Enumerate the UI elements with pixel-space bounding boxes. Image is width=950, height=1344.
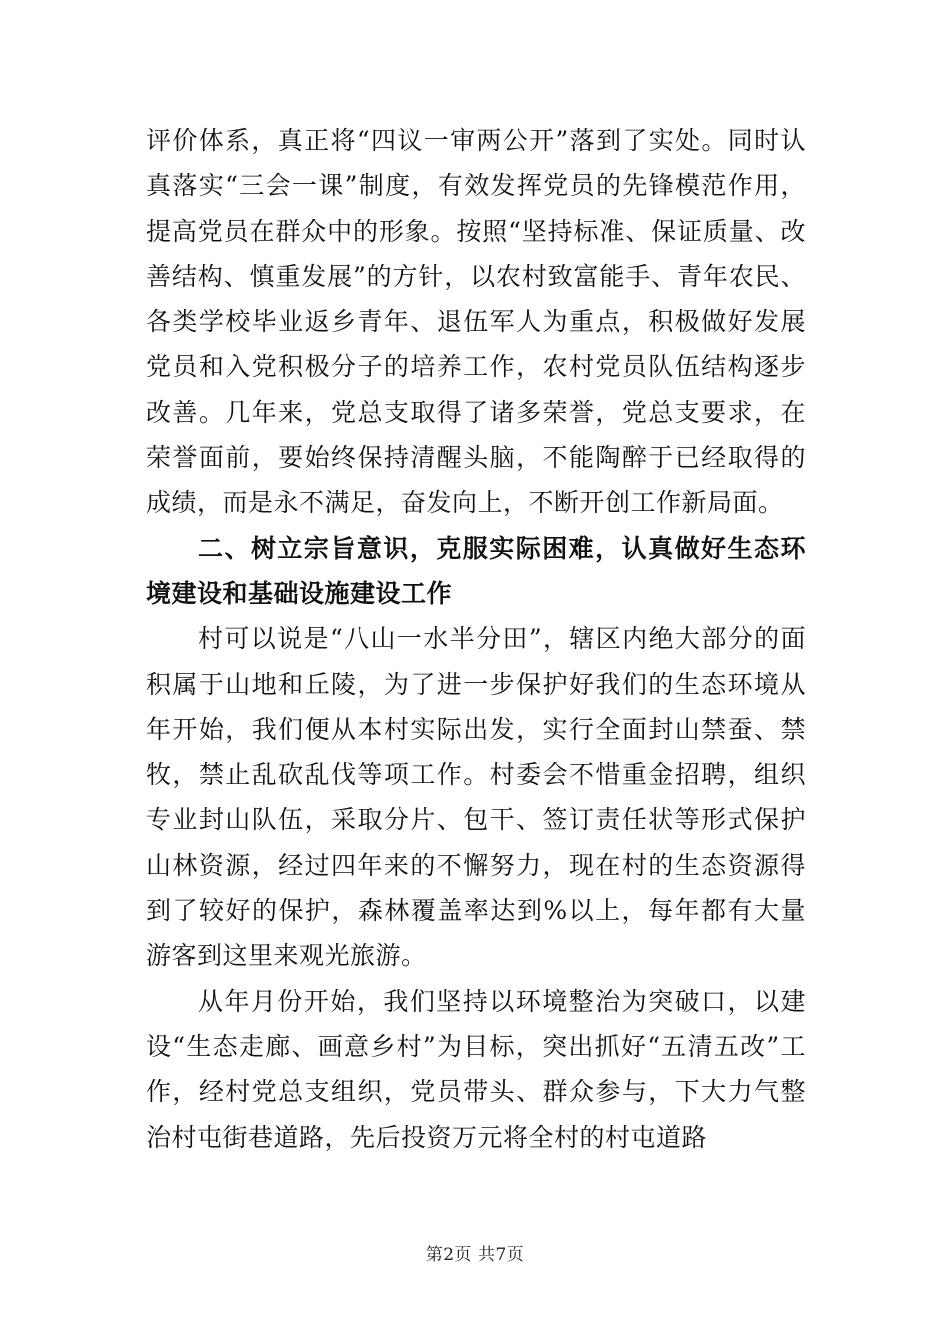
paragraph-1: 评价体系，真正将“四议一审两公开”落到了实处。同时认真落实“三会一课”制度，有效发挥党员的先锋模范作用，提高党员在群众中的形象。按照“坚持标准、保证质量、改善结构、慎重发展”的方针，以农村致富能手、青年农民、各类学校毕业返乡青年、退伍军人为重点，积极做好发展党员和入党积极分子的培养工作，农村党员队伍结构逐步改善。几年来，党总支取得了诸多荣誉，党总支要求，在荣誉面前，要始终保持清醒头脑，不能陶醉于已经取得的成绩，而是永不满足，奋发向上，不断开创工作新局面。	[146, 126, 806, 518]
document-body	[146, 118, 806, 1160]
paragraph-3: 村可以说是“八山一水半分田”，辖区内绝大部分的面积属于山地和丘陵，为了进一步保护好我们的生态环境从年开始，我们便从本村实际出发，实行全面封山禁蚕、禁牧，禁止乱砍乱伐等项工作。村委会不惜重金招聘，组织专业封山队伍，采取分片、包干、签订责任状等形式保护山林资源，经过四年来的不懈努力，现在村的生态资源得到了较好的保护，森林覆盖率达到%以上，每年都有大量游客到这里来观光旅游。	[146, 624, 806, 971]
paragraph-4: 从年月份开始，我们坚持以环境整治为突破口，以建设“生态走廊、画意乡村”为目标，突出抓好“五清五改”工作，经村党总支组织，党员带头、群众参与，下大力气整治村屯街巷道路，先后投资万元将全村的村屯道路	[146, 986, 806, 1152]
page-number-footer: 第2页 共7页	[425, 1245, 525, 1265]
section-heading-2: 二、树立宗旨意识，克服实际困难，认真做好生态环境建设和基础设施建设工作	[146, 533, 806, 608]
